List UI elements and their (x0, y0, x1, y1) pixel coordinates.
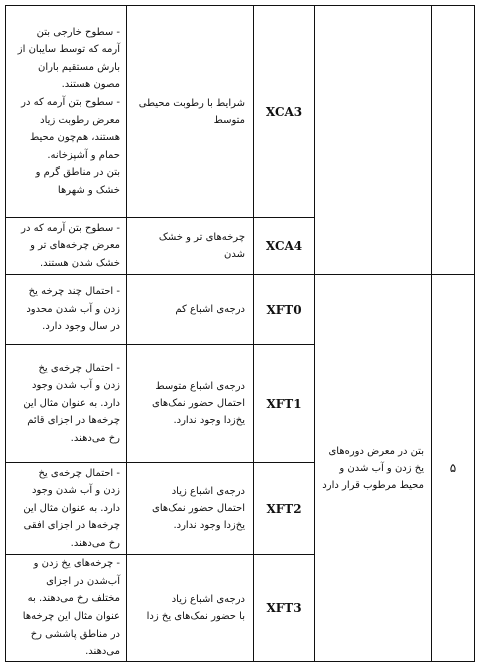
text-line: خشک شدن هستند. (39, 257, 120, 269)
exposure-class-code: XFT0 (254, 275, 315, 345)
text-line: - سطوح خارجی بتن (36, 26, 120, 38)
text-line: معرض چرخه‌های تر و (30, 240, 120, 252)
text-line: چرخه‌ها در اجزای افقی (23, 520, 120, 532)
text-line: درجه‌ی اشباع زیاد (171, 594, 245, 605)
text-line: - احتمال چند چرخه یخ (28, 286, 120, 298)
text-line: - سطوح بتن آرمه که در (21, 222, 120, 234)
text-line: - احتمال چرخه‌ی یخ (38, 362, 120, 374)
text-line: عنوان مثال این چرخه‌ها (22, 611, 120, 622)
text-line: بتن در معرض دوره‌های (328, 445, 424, 457)
text-line: خشک و شهرها (57, 184, 120, 196)
text-line: یخ‌زدا وجود ندارد. (173, 415, 245, 426)
condition-cell (127, 275, 254, 345)
exposure-class-code: XFT2 (254, 463, 315, 555)
text-line: با حضور نمک‌های یخ زدا (146, 611, 245, 622)
text-line: شدن (224, 249, 245, 260)
text-line: یخ زدن و آب شدن و (339, 462, 424, 474)
text-line: می‌دهند. (85, 646, 120, 658)
condition-cell (127, 218, 254, 275)
exposure-class-code: XFT3 (254, 555, 315, 662)
environment-cell-continued (315, 6, 432, 275)
text-line: زدن و آب شدن وجود (32, 380, 120, 392)
examples-cell (6, 555, 127, 662)
text-line: زدن و آب شدن وجود (32, 485, 120, 497)
text-line: - احتمال چرخه‌ی یخ (38, 467, 120, 479)
text-line: مختلف رخ می‌دهند. به (27, 593, 120, 605)
text-line: محیط مرطوب قرار دارد (322, 479, 424, 491)
text-line: آب‌شدن در اجزای (46, 575, 120, 587)
text-line: بارش مستقیم باران (37, 61, 120, 73)
text-line: دارد. به عنوان مثال این (23, 397, 120, 409)
condition-cell (127, 345, 254, 463)
table-row-xft0 (6, 275, 475, 345)
text-line: معرض رطوبت زیاد (40, 114, 120, 126)
examples-cell (6, 218, 127, 275)
exposure-class-code: XFT1 (254, 345, 315, 463)
text-line: زدن و آب شدن محدود (26, 303, 120, 315)
text-line: حمام و آشپزخانه. (47, 149, 120, 161)
text-line: شرایط با رطوبت محیطی (138, 97, 245, 109)
condition-cell (127, 6, 254, 218)
text-line: رخ می‌دهند. (70, 432, 120, 444)
text-line: چرخه‌ها در اجزای قائم (27, 415, 120, 427)
text-line: - چرخه‌های یخ زدن و (33, 558, 120, 570)
text-line: آرمه که توسط سایبان از (17, 44, 120, 56)
text-line: دارد. به عنوان مثال این (23, 502, 120, 514)
text-line: رخ می‌دهند. (70, 537, 120, 549)
exposure-class-code: XCA4 (254, 218, 315, 275)
group-number-cell: ۵ (432, 275, 475, 662)
table-row-xca3 (6, 6, 475, 218)
text-line: چرخه‌های تر و خشک (158, 232, 245, 243)
text-line: در سال وجود دارد. (42, 321, 120, 333)
text-line: مصون هستند. (61, 79, 120, 91)
text-line: احتمال حضور نمک‌های (152, 398, 245, 409)
condition-cell (127, 463, 254, 555)
examples-cell (6, 275, 127, 345)
examples-cell (6, 6, 127, 218)
text-line: احتمال حضور نمک‌های (152, 503, 245, 514)
text-line: بتن در مناطق گرم و (35, 167, 120, 179)
exposure-class-code: XCA3 (254, 6, 315, 218)
text-line: متوسط (213, 114, 245, 126)
text-line: - سطوح بتن آرمه که در (21, 96, 120, 108)
examples-cell (6, 345, 127, 463)
group-number-cell-continued (432, 6, 475, 275)
exposure-class-table (5, 5, 475, 662)
examples-cell (6, 463, 127, 555)
environment-description-cell (315, 275, 432, 662)
condition-cell (127, 555, 254, 662)
text-line: یخ‌زدا وجود ندارد. (173, 520, 245, 531)
text-line: هستند، هم‌چون محیط (29, 132, 120, 144)
text-line: در مناطق پاششی رخ (30, 628, 120, 640)
text-line: درجه‌ی اشباع زیاد (171, 486, 245, 497)
text-line: درجه‌ی اشباع کم (175, 304, 245, 315)
text-line: درجه‌ی اشباع متوسط (155, 381, 245, 392)
